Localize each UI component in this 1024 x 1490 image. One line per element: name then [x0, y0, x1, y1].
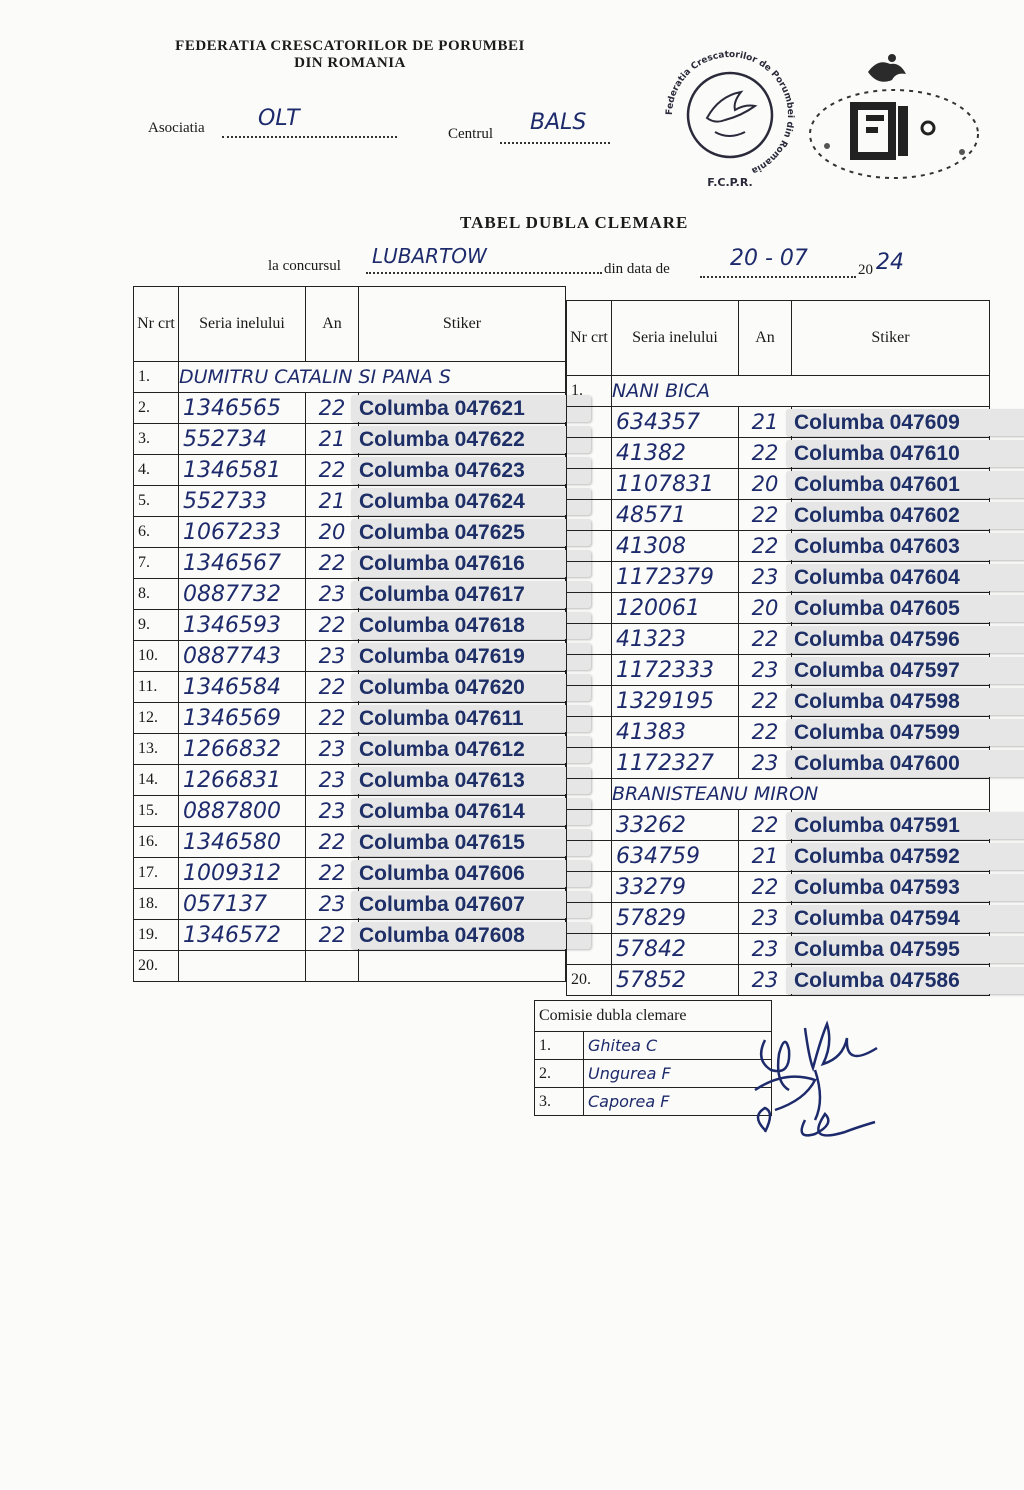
table-row — [567, 562, 990, 593]
row-number — [567, 593, 612, 624]
ring-year: 22 — [306, 548, 359, 579]
ring-year: 21 — [739, 841, 792, 872]
sticker-cell — [359, 424, 566, 455]
sticker-cell — [792, 531, 990, 562]
ring-year — [306, 951, 359, 982]
ring-year: 20 — [306, 517, 359, 548]
sticker-cell — [359, 486, 566, 517]
sticker-label: Columba 047601 — [786, 471, 1024, 498]
table-row — [567, 965, 990, 996]
row-number — [567, 438, 612, 469]
sticker-label: Columba 047609 — [786, 409, 1024, 436]
sticker-cell — [359, 734, 566, 765]
stamp-ring-text: Federatia Crescatorilor de Porumbei din Romania — [664, 49, 796, 176]
sticker-label: Columba 047606 — [351, 860, 591, 887]
row-number: 13. — [134, 734, 179, 765]
sticker-cell — [359, 610, 566, 641]
sticker-label: Columba 047625 — [351, 519, 591, 546]
sticker-cell — [792, 562, 990, 593]
ring-serial — [179, 951, 306, 982]
ring-year: 22 — [739, 531, 792, 562]
ring-year: 22 — [739, 500, 792, 531]
sticker-cell — [359, 517, 566, 548]
row-number: 8. — [134, 579, 179, 610]
ring-serial: 48571 — [612, 500, 739, 531]
row-number — [567, 717, 612, 748]
ring-serial: 1346569 — [179, 703, 306, 734]
ring-year: 22 — [306, 610, 359, 641]
table-row — [134, 517, 566, 548]
sticker-cell — [792, 717, 990, 748]
ring-serial: 1107831 — [612, 469, 739, 500]
sticker-cell — [792, 407, 990, 438]
sticker-cell — [792, 903, 990, 934]
ring-year: 22 — [739, 686, 792, 717]
right-table-header — [567, 301, 990, 376]
table-row — [134, 672, 566, 703]
sticker-label: Columba 047591 — [786, 812, 1024, 839]
table-row — [134, 796, 566, 827]
contest-field — [366, 244, 602, 274]
row-number: 6. — [134, 517, 179, 548]
sticker-cell — [359, 672, 566, 703]
row-number: 2. — [134, 393, 179, 424]
sticker-cell — [792, 469, 990, 500]
ring-serial: 1067233 — [179, 517, 306, 548]
sticker-label: Columba 047599 — [786, 719, 1024, 746]
ring-serial: 57852 — [612, 965, 739, 996]
sticker-label: Columba 047611 — [351, 705, 591, 732]
ring-year: 23 — [739, 903, 792, 934]
ring-serial: 1266832 — [179, 734, 306, 765]
centrul-field — [500, 110, 610, 144]
sticker-label: Columba 047615 — [351, 829, 591, 856]
ring-serial: 33279 — [612, 872, 739, 903]
asociatia-value: OLT — [258, 106, 300, 131]
ring-serial: 634759 — [612, 841, 739, 872]
row-number — [567, 624, 612, 655]
federation-title — [110, 38, 590, 72]
table-row — [134, 734, 566, 765]
ring-serial: 41323 — [612, 624, 739, 655]
table-row — [134, 455, 566, 486]
commission-table — [534, 1000, 772, 1116]
table-row — [567, 500, 990, 531]
ring-serial: 41308 — [612, 531, 739, 562]
table-row — [134, 858, 566, 889]
sticker-label: Columba 047597 — [786, 657, 1024, 684]
ring-year: 21 — [739, 407, 792, 438]
ring-serial: 0887732 — [179, 579, 306, 610]
sticker-label: Columba 047598 — [786, 688, 1024, 715]
row-number — [567, 748, 612, 779]
sticker-cell — [359, 827, 566, 858]
fci-logo-icon — [802, 42, 987, 182]
owner-name: BRANISTEANU MIRON — [612, 779, 990, 810]
ring-year: 22 — [306, 858, 359, 889]
ring-year: 22 — [739, 717, 792, 748]
sticker-label: Columba 047602 — [786, 502, 1024, 529]
ring-year: 22 — [306, 827, 359, 858]
table-row — [567, 376, 990, 407]
row-number: 1. — [567, 376, 612, 407]
ring-serial: 634357 — [612, 407, 739, 438]
col-stiker: Stiker — [792, 301, 990, 376]
row-number: 11. — [134, 672, 179, 703]
sticker-label: Columba 047619 — [351, 643, 591, 670]
row-number — [567, 500, 612, 531]
table-row — [567, 717, 990, 748]
ring-year: 23 — [306, 889, 359, 920]
table-row — [134, 393, 566, 424]
ring-serial: 1346567 — [179, 548, 306, 579]
col-nr: Nr crt — [134, 287, 179, 362]
owner-name: NANI BICA — [612, 376, 990, 407]
table-row — [567, 748, 990, 779]
sticker-cell — [792, 748, 990, 779]
sticker-cell — [359, 920, 566, 951]
table-row — [134, 610, 566, 641]
right-table-body — [567, 376, 990, 996]
commission-body — [535, 1001, 772, 1116]
row-number — [567, 779, 612, 810]
ring-serial: 1009312 — [179, 858, 306, 889]
ring-year: 23 — [306, 734, 359, 765]
table-row — [567, 934, 990, 965]
sticker-label: Columba 047596 — [786, 626, 1024, 653]
sticker-label: Columba 047604 — [786, 564, 1024, 591]
sticker-label: Columba 047622 — [351, 426, 591, 453]
ring-year: 22 — [306, 393, 359, 424]
sticker-label: Columba 047586 — [786, 967, 1024, 994]
table-row — [134, 486, 566, 517]
ring-serial: 41382 — [612, 438, 739, 469]
ring-serial: 1172379 — [612, 562, 739, 593]
commission-row — [535, 1032, 772, 1060]
federation-line-1: FEDERATIA CRESCATORILOR DE PORUMBEI — [175, 38, 525, 54]
ring-year: 23 — [306, 641, 359, 672]
sticker-cell — [359, 579, 566, 610]
ring-year: 23 — [306, 765, 359, 796]
sticker-label: Columba 047595 — [786, 936, 1024, 963]
ring-serial: 552733 — [179, 486, 306, 517]
sticker-label: Columba 047624 — [351, 488, 591, 515]
row-number: 16. — [134, 827, 179, 858]
row-number — [567, 841, 612, 872]
sticker-label: Columba 047608 — [351, 922, 591, 949]
table-row — [134, 579, 566, 610]
ring-year: 22 — [306, 920, 359, 951]
sticker-cell — [792, 810, 990, 841]
table-row — [567, 810, 990, 841]
row-number: 7. — [134, 548, 179, 579]
ring-serial: 41383 — [612, 717, 739, 748]
ring-serial: 057137 — [179, 889, 306, 920]
ring-serial: 1346565 — [179, 393, 306, 424]
row-number: 17. — [134, 858, 179, 889]
sticker-label: Columba 047593 — [786, 874, 1024, 901]
ring-serial: 120061 — [612, 593, 739, 624]
sticker-cell — [359, 796, 566, 827]
ring-serial: 57842 — [612, 934, 739, 965]
left-table-body — [134, 362, 566, 982]
ring-year: 20 — [739, 593, 792, 624]
sticker-label: Columba 047610 — [786, 440, 1024, 467]
row-number — [567, 562, 612, 593]
table-row — [567, 624, 990, 655]
member-name: Caporea F — [584, 1088, 772, 1116]
row-number: 12. — [134, 703, 179, 734]
sticker-label: Columba 047612 — [351, 736, 591, 763]
sticker-label: Columba 047603 — [786, 533, 1024, 560]
sticker-cell — [792, 965, 990, 996]
ring-serial: 1329195 — [612, 686, 739, 717]
ring-year: 23 — [739, 934, 792, 965]
ring-serial: 33262 — [612, 810, 739, 841]
ring-year: 22 — [739, 810, 792, 841]
sticker-label: Columba 047621 — [351, 395, 591, 422]
row-number: 4. — [134, 455, 179, 486]
table-row — [134, 703, 566, 734]
row-number: 18. — [134, 889, 179, 920]
sticker-label: Columba 047620 — [351, 674, 591, 701]
ring-year: 23 — [739, 655, 792, 686]
sticker-cell — [792, 841, 990, 872]
col-nr: Nr crt — [567, 301, 612, 376]
col-an: An — [306, 287, 359, 362]
federation-line-2: DIN ROMANIA — [294, 55, 406, 71]
sticker-label: Columba 047605 — [786, 595, 1024, 622]
date-label: din data de — [604, 261, 670, 277]
right-table — [566, 300, 990, 996]
col-seria: Seria inelului — [179, 287, 306, 362]
sticker-cell — [792, 624, 990, 655]
sticker-label: Columba 047623 — [351, 457, 591, 484]
ring-serial: 1266831 — [179, 765, 306, 796]
ring-serial: 0887743 — [179, 641, 306, 672]
sticker-label: Columba 047594 — [786, 905, 1024, 932]
owner-name: DUMITRU CATALIN SI PANA S — [179, 362, 566, 393]
ring-serial: 1346580 — [179, 827, 306, 858]
row-number: 19. — [134, 920, 179, 951]
ring-serial: 1346581 — [179, 455, 306, 486]
sticker-cell — [792, 500, 990, 531]
contest-label: la concursul — [268, 258, 341, 274]
year-prefix: 20 — [858, 262, 873, 278]
table-row — [134, 951, 566, 982]
sticker-cell — [792, 872, 990, 903]
member-name: Ungurea F — [584, 1060, 772, 1088]
row-number: 5. — [134, 486, 179, 517]
table-row — [134, 765, 566, 796]
sticker-cell — [359, 393, 566, 424]
ring-serial: 1346593 — [179, 610, 306, 641]
table-row — [567, 903, 990, 934]
sticker-cell — [359, 703, 566, 734]
sticker-cell — [359, 765, 566, 796]
table-row — [134, 889, 566, 920]
commission-row — [535, 1060, 772, 1088]
sticker-cell — [359, 951, 566, 982]
sticker-cell — [359, 455, 566, 486]
row-number — [567, 686, 612, 717]
asociatia-field — [222, 106, 397, 138]
ring-year: 23 — [306, 796, 359, 827]
row-number — [567, 407, 612, 438]
sticker-label: Columba 047617 — [351, 581, 591, 608]
row-number — [567, 531, 612, 562]
table-row — [134, 827, 566, 858]
row-number — [567, 810, 612, 841]
commission-title: Comisie dubla clemare — [535, 1001, 772, 1032]
col-seria: Seria inelului — [612, 301, 739, 376]
row-number — [567, 872, 612, 903]
member-number: 3. — [535, 1088, 584, 1116]
commission-row — [535, 1088, 772, 1116]
sticker-cell — [792, 593, 990, 624]
sticker-cell — [359, 548, 566, 579]
ring-serial: 1172333 — [612, 655, 739, 686]
row-number: 9. — [134, 610, 179, 641]
date-field — [700, 246, 856, 278]
row-number — [567, 934, 612, 965]
ring-year: 20 — [739, 469, 792, 500]
left-table-header — [134, 287, 566, 362]
row-number: 20. — [134, 951, 179, 982]
page-title: TABEL DUBLA CLEMARE — [460, 213, 689, 232]
member-number: 1. — [535, 1032, 584, 1060]
table-row — [567, 407, 990, 438]
row-number: 15. — [134, 796, 179, 827]
ring-year: 22 — [739, 438, 792, 469]
member-number: 2. — [535, 1060, 584, 1088]
ring-year: 22 — [306, 455, 359, 486]
table-row — [567, 841, 990, 872]
row-number: 3. — [134, 424, 179, 455]
ring-year: 22 — [739, 872, 792, 903]
sticker-cell — [359, 889, 566, 920]
date-value: 20 - 07 — [730, 246, 808, 271]
centrul-label: Centrul — [448, 126, 493, 142]
sticker-label: Columba 047592 — [786, 843, 1024, 870]
sticker-cell — [792, 934, 990, 965]
row-number: 1. — [134, 362, 179, 393]
ring-year: 23 — [739, 748, 792, 779]
col-an: An — [739, 301, 792, 376]
ring-serial: 1346584 — [179, 672, 306, 703]
year-value: 24 — [876, 250, 904, 275]
col-stiker: Stiker — [359, 287, 566, 362]
ring-serial: 1172327 — [612, 748, 739, 779]
sticker-label: Columba 047618 — [351, 612, 591, 639]
sticker-cell — [792, 686, 990, 717]
member-name: Ghitea C — [584, 1032, 772, 1060]
ring-serial: 552734 — [179, 424, 306, 455]
row-number: 20. — [567, 965, 612, 996]
sticker-cell — [792, 438, 990, 469]
row-number — [567, 655, 612, 686]
table-row — [567, 655, 990, 686]
table-row — [134, 424, 566, 455]
ring-year: 22 — [739, 624, 792, 655]
table-row — [134, 641, 566, 672]
ring-year: 22 — [306, 672, 359, 703]
sticker-label: Columba 047613 — [351, 767, 591, 794]
table-row — [567, 593, 990, 624]
row-number — [567, 903, 612, 934]
ring-year: 21 — [306, 486, 359, 517]
table-row — [567, 531, 990, 562]
sticker-label: Columba 047616 — [351, 550, 591, 577]
table-row — [567, 438, 990, 469]
signature-icon — [745, 1010, 905, 1150]
sticker-cell — [359, 641, 566, 672]
contest-value: LUBARTOW — [372, 244, 487, 268]
sticker-label: Columba 047600 — [786, 750, 1024, 777]
ring-serial: 0887800 — [179, 796, 306, 827]
table-row — [567, 469, 990, 500]
ring-year: 23 — [739, 562, 792, 593]
fcpr-stamp-icon — [655, 40, 805, 190]
table-row — [567, 779, 990, 810]
left-table — [133, 286, 566, 982]
sticker-cell — [792, 655, 990, 686]
centrul-value: BALS — [530, 110, 587, 135]
table-row — [567, 686, 990, 717]
table-row — [567, 872, 990, 903]
row-number: 14. — [134, 765, 179, 796]
asociatia-label: Asociatia — [148, 120, 205, 136]
row-number — [567, 469, 612, 500]
table-row — [134, 362, 566, 393]
ring-serial: 1346572 — [179, 920, 306, 951]
sticker-cell — [359, 858, 566, 889]
table-row — [134, 548, 566, 579]
row-number: 10. — [134, 641, 179, 672]
sticker-label: Columba 047607 — [351, 891, 591, 918]
ring-year: 21 — [306, 424, 359, 455]
sticker-label: Columba 047614 — [351, 798, 591, 825]
ring-year: 23 — [739, 965, 792, 996]
ring-serial: 57829 — [612, 903, 739, 934]
ring-year: 23 — [306, 579, 359, 610]
ring-year: 22 — [306, 703, 359, 734]
table-row — [134, 920, 566, 951]
stamp-bottom-text: F.C.P.R. — [707, 176, 753, 189]
